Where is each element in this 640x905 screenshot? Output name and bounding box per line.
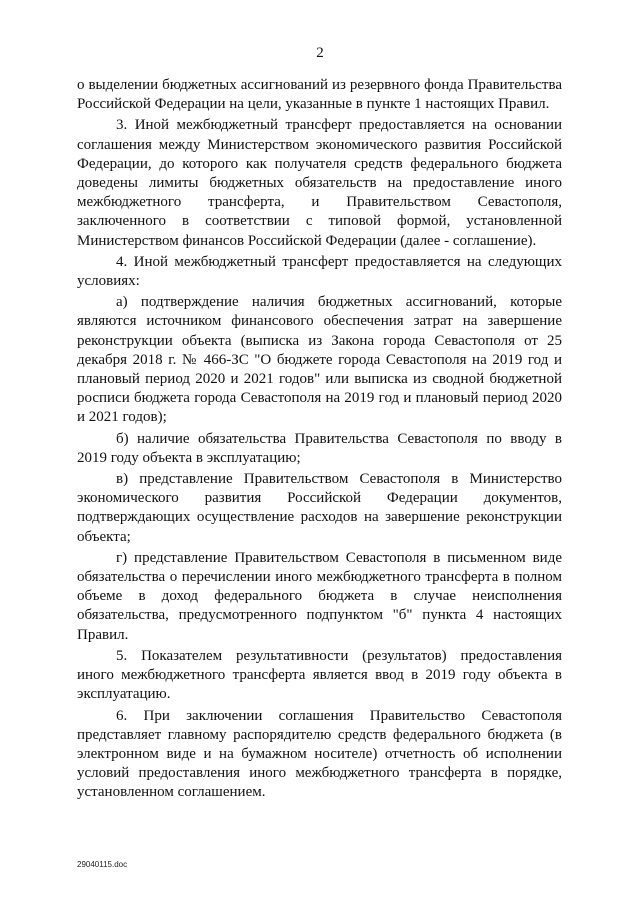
- paragraph-item-3: 3. Иной межбюджетный трансферт предоставляется на основании соглашения между Министерством экономического развития Российской Федерации, до которого как получателя средств федерального бюджета доведены лимиты бюджетных обязательств на предоставление иного межбюджетного трансферта, и Правительством Севастополя, заключенного в соответствии с типовой формой, установленной Министерством финансов Российской Федерации (далее - соглашение).: [77, 117, 562, 249]
- document-body: [77, 76, 562, 803]
- file-name-footer: 29040115.doc: [77, 860, 128, 869]
- subparagraph-g: г) представление Правительством Севастополя в письменном виде обязательства о перечислении иного межбюджетного трансферта в полном объеме в доход федерального бюджета в случае неисполнения обязательства, предусмотренного подпунктом "б" пункта 4 настоящих Правил.: [77, 549, 562, 643]
- subparagraph-v: в) представление Правительством Севастополя в Министерство экономического развития Российской Федерации документов, подтверждающих осуществление расходов на завершение реконструкции объекта;: [77, 471, 562, 545]
- paragraph-item-5: 5. Показателем результативности (результатов) предоставления иного межбюджетного трансферта является ввод в 2019 году объекта в эксплуатацию.: [77, 647, 562, 703]
- paragraph-item-6: 6. При заключении соглашения Правительство Севастополя представляет главному распорядителю средств федерального бюджета (в электронном виде и на бумажном носителе) отчетность об исполнении условий предоставления иного межбюджетного трансферта в порядке, установленном соглашением.: [77, 707, 562, 801]
- subparagraph-a: а) подтверждение наличия бюджетных ассигнований, которые являются источником финансового обеспечения затрат на завершение реконструкции объекта (выписка из Закона города Севастополя от 25 декабря 2018 г. № 466-ЗС "О бюджете города Севастополя на 2019 год и плановый период 2020 и 2021 годов" или выписка из сводной бюджетной росписи бюджета города Севастополя на 2019 год и плановый период 2020 и 2021 годов);: [77, 294, 562, 426]
- paragraph-continuation: о выделении бюджетных ассигнований из резервного фонда Правительства Российской Федерации на цели, указанные в пункте 1 настоящих Правил.: [77, 77, 562, 113]
- subparagraph-b: б) наличие обязательства Правительства Севастополя по вводу в 2019 году объекта в эксплуатацию;: [77, 430, 562, 466]
- paragraph-item-4: 4. Иной межбюджетный трансферт предоставляется на следующих условиях:: [77, 253, 562, 290]
- page-number: 2: [316, 45, 324, 61]
